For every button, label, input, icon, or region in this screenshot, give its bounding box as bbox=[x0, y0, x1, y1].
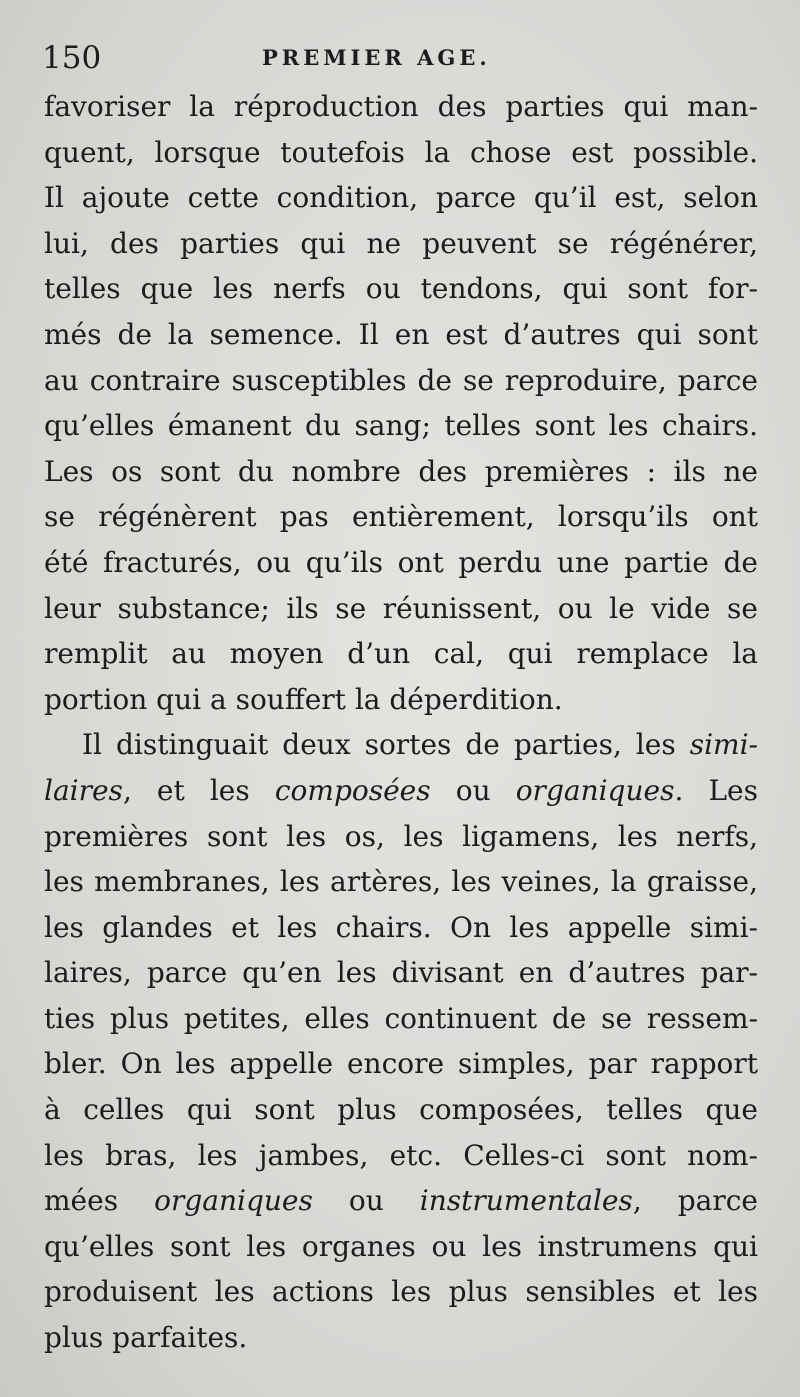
text-line bbox=[44, 768, 758, 814]
text-segment: leur substance; ils se réunissent, ou le vide se bbox=[44, 591, 758, 625]
text-segment: les glandes et les chairs. On les appelle simi- bbox=[44, 910, 758, 944]
italic-text: organiques bbox=[154, 1184, 313, 1218]
text-segment: portion qui a souffert la déperdition. bbox=[44, 682, 563, 716]
text-segment: au contraire susceptibles de se reproduire, parce bbox=[44, 363, 758, 397]
text-line bbox=[44, 494, 758, 540]
italic-text: composées bbox=[274, 773, 431, 807]
text-segment: premières sont les os, les ligamens, les nerfs, bbox=[44, 819, 758, 853]
text-segment: més de la semence. Il en est d’autres qui sont bbox=[44, 317, 758, 351]
text-segment: laires, parce qu’en les divisant en d’autres par- bbox=[44, 956, 758, 990]
text-segment: remplit au moyen d’un cal, qui remplace la bbox=[44, 637, 758, 671]
page-number: 150 bbox=[42, 40, 102, 76]
text-line bbox=[44, 84, 758, 130]
text-segment: mées bbox=[44, 1184, 155, 1218]
text-line bbox=[44, 859, 758, 905]
italic-text: organiques bbox=[515, 773, 675, 807]
text-segment: bler. On les appelle encore simples, par rapport bbox=[44, 1047, 758, 1081]
italic-text: simi- bbox=[689, 728, 758, 762]
text-line bbox=[44, 358, 758, 404]
text-line bbox=[44, 130, 758, 176]
text-line bbox=[44, 814, 758, 860]
text-segment: Il distinguait deux sortes de parties, les bbox=[82, 728, 690, 762]
text-segment: Les os sont du nombre des premières : ils ne bbox=[44, 454, 758, 488]
text-line bbox=[44, 312, 758, 358]
text-line bbox=[44, 221, 758, 267]
text-line bbox=[44, 631, 758, 677]
text-segment: les membranes, les artères, les veines, la graisse, bbox=[44, 865, 758, 899]
text-line bbox=[44, 905, 758, 951]
italic-text: instrumentales bbox=[419, 1184, 633, 1218]
text-line bbox=[44, 1041, 758, 1087]
text-line bbox=[44, 677, 758, 723]
text-line bbox=[44, 950, 758, 996]
text-segment: qu’elles sont les organes ou les instrumens qui bbox=[44, 1229, 758, 1263]
text-line bbox=[44, 175, 758, 221]
text-segment: ou bbox=[312, 1184, 420, 1218]
text-line bbox=[44, 996, 758, 1042]
text-segment: plus parfaites. bbox=[44, 1321, 248, 1355]
text-segment: Il ajoute cette condition, parce qu’il est, selon bbox=[44, 181, 758, 215]
text-segment: quent, lorsque toutefois la chose est possible. bbox=[44, 135, 758, 169]
text-segment: , parce bbox=[632, 1184, 758, 1218]
text-segment: qu’elles émanent du sang; telles sont les chairs. bbox=[44, 409, 758, 443]
text-segment: lui, des parties qui ne peuvent se régénérer, bbox=[44, 226, 758, 260]
text-line bbox=[44, 1315, 758, 1361]
text-line bbox=[44, 1133, 758, 1179]
text-segment: à celles qui sont plus composées, telles que bbox=[44, 1093, 758, 1127]
text-segment: favoriser la réproduction des parties qui man- bbox=[44, 90, 758, 123]
text-segment: produisent les actions les plus sensibles et les bbox=[44, 1275, 758, 1309]
text-segment: les bras, les jambes, etc. Celles-ci sont nom- bbox=[44, 1138, 758, 1172]
text-line bbox=[44, 586, 758, 632]
text-segment: ties plus petites, elles continuent de se ressem- bbox=[44, 1001, 758, 1035]
text-segment: , et les bbox=[122, 773, 275, 807]
body-text bbox=[44, 84, 758, 1361]
text-segment: ou bbox=[430, 773, 516, 807]
running-head bbox=[0, 38, 800, 78]
italic-text: laires bbox=[44, 773, 123, 807]
text-line bbox=[44, 722, 758, 768]
text-line bbox=[44, 403, 758, 449]
text-line bbox=[44, 1178, 758, 1224]
text-segment: se régénèrent pas entièrement, lorsqu’ils ont bbox=[44, 500, 758, 534]
text-segment: telles que les nerfs ou tendons, qui sont for- bbox=[44, 272, 758, 306]
text-segment: été fracturés, ou qu’ils ont perdu une partie de bbox=[44, 545, 758, 579]
text-line bbox=[44, 1224, 758, 1270]
text-line bbox=[44, 266, 758, 312]
running-title: PREMIER AGE. bbox=[262, 45, 491, 70]
text-line bbox=[44, 1269, 758, 1315]
text-line bbox=[44, 540, 758, 586]
text-line bbox=[44, 1087, 758, 1133]
text-line bbox=[44, 449, 758, 495]
text-segment: . Les bbox=[674, 773, 758, 807]
